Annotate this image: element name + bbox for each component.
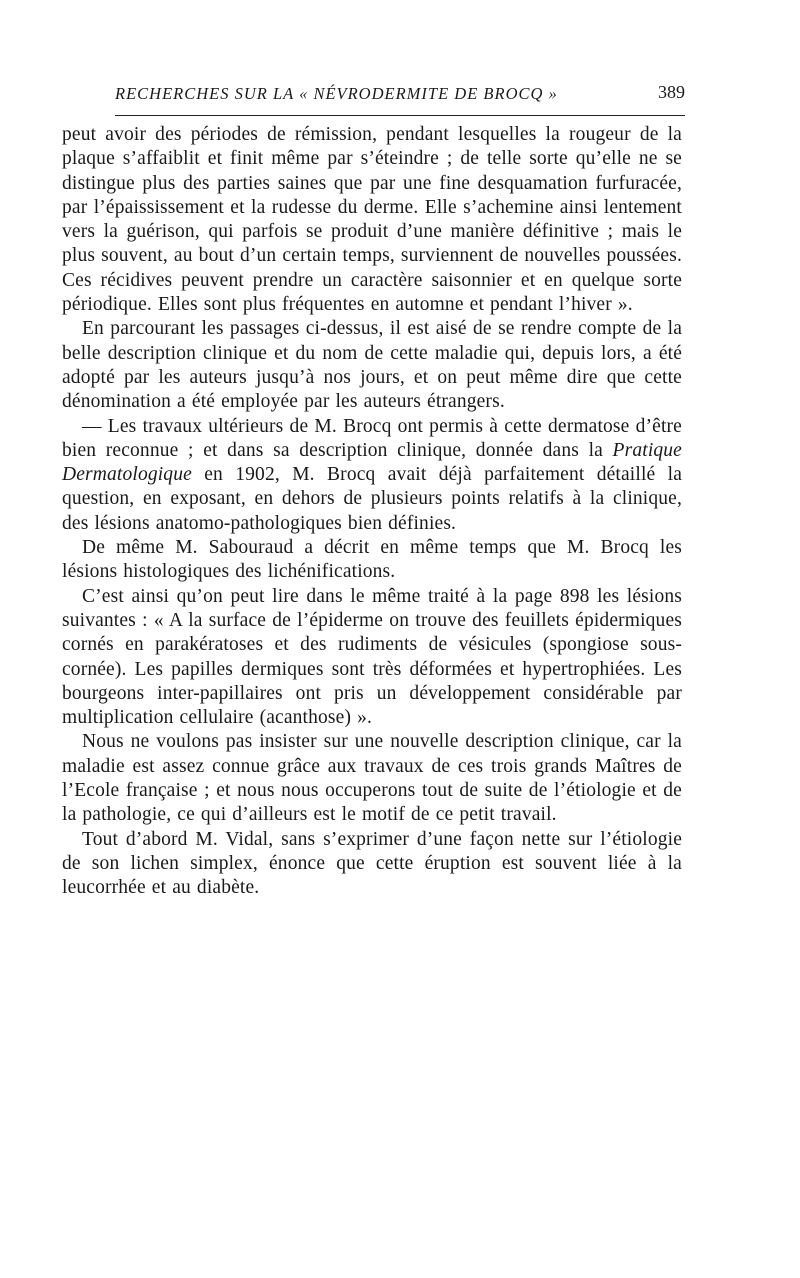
paragraph-6: Nous ne voulons pas insister sur une nouvelle description clinique, car la maladie est assez connue grâce aux travaux de ces trois grands Maîtres de l’Ecole française ; et nous nous occuperons tout de suite de l’étiologie et de la pathologie, ce qui d’ailleurs est le motif de ce petit travail. xyxy=(62,731,682,826)
header-rule xyxy=(115,115,685,116)
paragraph-7: Tout d’abord M. Vidal, sans s’exprimer d’une façon nette sur l’étiologie de son lichen simplex, énonce que cette éruption est souvent liée à la leucorrhée et au diabète. xyxy=(62,828,682,899)
paragraph-1: peut avoir des périodes de rémission, pendant lesquelles la rougeur de la plaque s’affaiblit et finit même par s’éteindre ; de telle sorte qu’elle ne se distingue plus des parties saines que par une fine desquamation furfuracée, par l’épaississement et la rudesse du derme. Elle s’achemine ainsi lentement vers la guérison, qui parfois se produit d’une manière définitive ; mais le plus souvent, au bout d’un certain temps, surviennent de nouvelles poussées. Ces récidives peuvent prendre un caractère saisonnier et en quelque sorte périodique. Elles sont plus fréquentes en automne et pendant l’hiver ». xyxy=(62,124,682,316)
book-title-italic: Pratique Dermatologique xyxy=(62,439,682,486)
paragraph-3-part-1: — Les travaux ultérieurs de M. Brocq ont permis à cette dermatose d’être bien reconnue ; et dans sa description clinique, donnée dans la xyxy=(62,415,682,461)
running-title: RECHERCHES SUR LA « NÉVRODERMITE DE BROCQ » xyxy=(115,84,558,103)
paragraph-4: De même M. Sabouraud a décrit en même temps que M. Brocq les lésions histologiques des lichénifications. xyxy=(62,537,682,583)
running-header xyxy=(115,80,685,106)
paragraph-5: C’est ainsi qu’on peut lire dans le même traité à la page 898 les lésions suivantes : « A la surface de l’épiderme on trouve des feuillets épidermiques cornés en parakératoses et des rudiments de vésicules (spongiose sous-cornée). Les papilles dermiques sont très déformées et hypertrophiées. Les bourgeons inter-papillaires ont pris un développement considérable par multiplication cellulaire (acanthose) ». xyxy=(62,585,682,729)
body-text xyxy=(62,123,682,901)
page-number: 389 xyxy=(658,82,685,102)
paragraph-3-part-2: en 1902, M. Brocq avait déjà parfaitement détaillé la question, en exposant, en dehors de plusieurs points relatifs à la clinique, des lésions anatomo-pathologiques bien définies. xyxy=(62,464,682,534)
paragraph-3 xyxy=(62,415,682,536)
paragraph-2: En parcourant les passages ci-dessus, il est aisé de se rendre compte de la belle description clinique et du nom de cette maladie qui, depuis lors, a été adopté par les auteurs jusqu’à nos jours, et on peut même dire que cette dénomination a été employée par les auteurs étrangers. xyxy=(62,318,682,413)
